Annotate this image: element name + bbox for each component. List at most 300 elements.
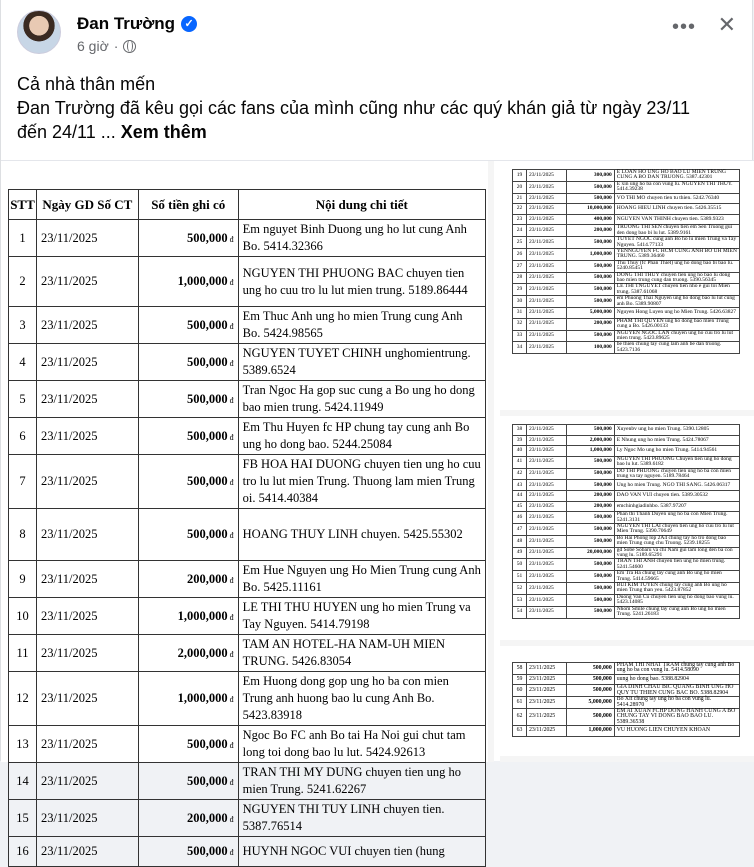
table-cell-stt: 10 bbox=[9, 598, 37, 635]
table-cell-det: uung ho dong bao. 5388.82904 bbox=[614, 674, 739, 685]
table-cell-date: 23/11/2025 bbox=[526, 260, 566, 272]
table-cell-amt: 1,000,000 bbox=[566, 446, 614, 457]
table-cell-det: Ung ho mien Trung. NGO THI SANG. 5426.06317 bbox=[614, 480, 739, 491]
table-header-cell: Số tiền ghi có bbox=[138, 190, 238, 220]
table-row bbox=[513, 547, 740, 559]
table-cell-date: 23/11/2025 bbox=[526, 594, 566, 606]
table-cell-det: DONG THI THUY chuyen tien ung ho bao lu dong bao mien trung cung dan truong. 5390.56345 bbox=[614, 272, 739, 284]
table-cell-stt: 59 bbox=[513, 674, 527, 685]
table-cell-amt: 500,000 bbox=[566, 571, 614, 583]
table-row bbox=[513, 524, 740, 536]
table-cell-date: 23/11/2025 bbox=[526, 674, 566, 685]
table-cell-date: 23/11/2025 bbox=[36, 307, 138, 344]
table-cell-date: 23/11/2025 bbox=[526, 225, 566, 237]
meta-separator: · bbox=[113, 38, 119, 54]
table-cell-det: Duong Van Cu chuyen tien ung ho dong bao vung lu. 5423.14085 bbox=[614, 594, 739, 606]
statement-table-3 bbox=[512, 424, 740, 619]
table-cell-stt: 9 bbox=[9, 561, 37, 598]
avatar[interactable] bbox=[17, 10, 61, 54]
table-row bbox=[513, 594, 740, 606]
table-cell-date: 23/11/2025 bbox=[526, 571, 566, 583]
table-row bbox=[9, 726, 486, 763]
photo-statement-3[interactable] bbox=[500, 416, 754, 646]
table-row bbox=[9, 672, 486, 726]
author-row bbox=[77, 14, 197, 34]
table-cell-det: BUI KIM TUYEN chung tay cung anh Bo ung ho mien Trung than yeu. 5423.87852 bbox=[614, 583, 739, 595]
table-cell-date: 23/11/2025 bbox=[36, 726, 138, 763]
table-cell-stt: 25 bbox=[513, 237, 527, 249]
table-header-cell: Nội dung chi tiết bbox=[238, 190, 485, 220]
table-cell-amt: 20,000,000 bbox=[566, 547, 614, 559]
table-cell-det: Em Tra Ha chung tay cung anh Bo ung ho mien Trung. 5414.59665 bbox=[614, 571, 739, 583]
table-cell-stt: 43 bbox=[513, 480, 527, 491]
table-cell-det: GIA DINH CHAU BIC QUANG BINH UNG HO QUY TU THIEN CUNG BAC BO. 5388.82904 bbox=[614, 685, 739, 697]
table-cell-date: 23/11/2025 bbox=[526, 214, 566, 225]
table-cell-det: Nguyen Hong Luyen ung ho Mien Trung. 5426.63827 bbox=[614, 308, 739, 319]
table-cell-stt: 33 bbox=[513, 330, 527, 342]
table-row bbox=[513, 272, 740, 284]
table-cell-date: 23/11/2025 bbox=[526, 318, 566, 330]
table-cell-date: 23/11/2025 bbox=[526, 425, 566, 436]
table-row bbox=[513, 193, 740, 204]
table-row bbox=[513, 606, 740, 618]
table-row bbox=[513, 237, 740, 249]
table-cell-stt: 15 bbox=[9, 800, 37, 837]
table-cell-stt: 51 bbox=[513, 571, 527, 583]
table-cell-det: LE THI THU HUYEN ung ho mien Trung va Tay Nguyen. 5414.79198 bbox=[238, 598, 485, 635]
table-cell-det: YENNGUYEN FC HCM CUNG ANH BO UH MIEN TRUNG. 5389.36460 bbox=[614, 249, 739, 261]
table-cell-stt: 41 bbox=[513, 456, 527, 468]
table-cell-date: 23/11/2025 bbox=[526, 491, 566, 502]
table-cell-amt: 500,000 bbox=[566, 330, 614, 342]
table-cell-date: 23/11/2025 bbox=[526, 583, 566, 595]
table-cell-stt: 39 bbox=[513, 435, 527, 446]
table-cell-det: Ngoc Bo FC anh Bo tai Ha Noi gui chut tam long toi dong bao lu lut. 5424.92613 bbox=[238, 726, 485, 763]
table-row bbox=[9, 509, 486, 561]
table-row bbox=[513, 571, 740, 583]
table-cell-date: 23/11/2025 bbox=[526, 446, 566, 457]
table-cell-stt: 19 bbox=[513, 170, 527, 182]
table-cell-stt: 12 bbox=[9, 672, 37, 726]
table-cell-det: PHAM THI QUYEN ung ho dong bao mien Trung cung a Bo. 5426.00133 bbox=[614, 318, 739, 330]
table-cell-amt: 1,000,000 đ bbox=[138, 672, 238, 726]
table-cell-date: 23/11/2025 bbox=[36, 672, 138, 726]
table-cell-date: 23/11/2025 bbox=[526, 697, 566, 709]
table-cell-amt: 500,000 bbox=[566, 606, 614, 618]
table-row bbox=[513, 512, 740, 524]
table-cell-date: 23/11/2025 bbox=[526, 726, 566, 737]
table-cell-amt: 500,000 đ bbox=[138, 455, 238, 509]
table-cell-date: 23/11/2025 bbox=[526, 296, 566, 308]
table-cell-date: 23/11/2025 bbox=[526, 193, 566, 204]
more-icon[interactable]: ••• bbox=[671, 16, 696, 38]
table-cell-amt: 400,000 bbox=[566, 214, 614, 225]
table-row bbox=[513, 425, 740, 436]
post-time[interactable]: 6 giờ bbox=[77, 38, 109, 54]
table-cell-det: NGUYEN THI TUY LINH chuyen tien. 5387.76514 bbox=[238, 800, 485, 837]
table-cell-amt: 1,000,000 đ bbox=[138, 257, 238, 307]
table-cell-date: 23/11/2025 bbox=[526, 249, 566, 261]
table-row bbox=[513, 446, 740, 457]
table-row bbox=[513, 296, 740, 308]
table-cell-date: 23/11/2025 bbox=[36, 509, 138, 561]
table-cell-det: HOANG HIEU LINH chuyen tien. 5426.35515 bbox=[614, 204, 739, 215]
table-cell-stt: 38 bbox=[513, 425, 527, 436]
table-row bbox=[9, 418, 486, 455]
table-cell-stt: 1 bbox=[9, 220, 37, 257]
table-cell-det: Em nguyet Binh Duong ung ho lut cung Anh Bo. 5414.32366 bbox=[238, 220, 485, 257]
table-cell-date: 23/11/2025 bbox=[36, 418, 138, 455]
statement-table-2 bbox=[512, 169, 740, 354]
table-cell-amt: 2,000,000 bbox=[566, 435, 614, 446]
table-cell-stt: 49 bbox=[513, 547, 527, 559]
table-cell-date: 23/11/2025 bbox=[526, 501, 566, 512]
table-cell-amt: 500,000 đ bbox=[138, 220, 238, 257]
table-cell-amt: 500,000 bbox=[566, 512, 614, 524]
table-cell-stt: 22 bbox=[513, 204, 527, 215]
table-cell-det: LE THI TNGUYET chuyen tien nho e gui toi Mien trung. 5387.61068 bbox=[614, 284, 739, 296]
table-cell-det: HOANG THUY LINH chuyen. 5425.55302 bbox=[238, 509, 485, 561]
table-cell-det: NGUYEN THI PHUONG BAC chuyen tien ung ho cuu tro lu lut mien trung. 5189.86444 bbox=[238, 257, 485, 307]
table-cell-amt: 500,000 đ bbox=[138, 418, 238, 455]
table-cell-date: 23/11/2025 bbox=[526, 272, 566, 284]
table-row bbox=[513, 685, 740, 697]
table-cell-amt: 200,000 đ bbox=[138, 800, 238, 837]
table-row bbox=[513, 170, 740, 182]
table-cell-det: TRAN THI ANH chuyen tien ung ho mien trung. 5241.54600 bbox=[614, 559, 739, 571]
table-cell-date: 23/11/2025 bbox=[36, 257, 138, 307]
table-cell-amt: 1,000,000 đ bbox=[138, 598, 238, 635]
table-cell-amt: 500,000 bbox=[566, 535, 614, 547]
table-row bbox=[9, 381, 486, 418]
table-cell-det: VO THI MO chuyen tien tu thien. 5242.76340 bbox=[614, 193, 739, 204]
table-row bbox=[513, 697, 740, 709]
table-cell-stt: 26 bbox=[513, 249, 527, 261]
table-cell-det: NGUYEN TUYET CHINH unghomientrung. 5389.6524 bbox=[238, 344, 485, 381]
table-cell-stt: 4 bbox=[9, 344, 37, 381]
table-cell-stt: 8 bbox=[9, 509, 37, 561]
table-cell-det: em Phuong Thai Nguyen ung ho dong bao lu lut cung anh Bo. 5389.90807 bbox=[614, 296, 739, 308]
table-cell-det: FB HOA HAI DUONG chuyen tien ung ho cuu tro lu lut mien Trung. Thuong lam mien Trung oi. 5414.40384 bbox=[238, 455, 485, 509]
table-cell-amt: 500,000 bbox=[566, 181, 614, 193]
table-cell-det: E Nhung ung ho mien Trung. 5424.78067 bbox=[614, 435, 739, 446]
table-cell-det: Nhom Smile chung tay cung anh Bo ung ho mien Trung. 5241.26183 bbox=[614, 606, 739, 618]
table-cell-date: 23/11/2025 bbox=[526, 685, 566, 697]
table-cell-det: TAM AN HOTEL-HA NAM-UH MIEN TRUNG. 5426.83054 bbox=[238, 635, 485, 672]
table-cell-stt: 24 bbox=[513, 225, 527, 237]
table-cell-det: Ly Ngoc Mo ung ho mien Trung. 5414.94561 bbox=[614, 446, 739, 457]
table-cell-amt: 500,000 bbox=[566, 583, 614, 595]
table-cell-stt: 61 bbox=[513, 697, 527, 709]
table-cell-det: DO THI PHUONG chuyen tien ung ho ba con mien trung va tay nguyen. 5189.78464 bbox=[614, 468, 739, 480]
table-row bbox=[513, 204, 740, 215]
table-cell-amt: 500,000 bbox=[566, 272, 614, 284]
table-cell-stt: 3 bbox=[9, 307, 37, 344]
table-cell-amt: 500,000 đ bbox=[138, 726, 238, 763]
table-row bbox=[513, 318, 740, 330]
table-cell-date: 23/11/2025 bbox=[36, 763, 138, 800]
table-cell-amt: 500,000 bbox=[566, 456, 614, 468]
table-row bbox=[9, 635, 486, 672]
table-cell-date: 23/11/2025 bbox=[526, 547, 566, 559]
table-cell-amt: 500,000 bbox=[566, 685, 614, 697]
close-icon[interactable]: ✕ bbox=[717, 12, 736, 37]
post-line-3-text: đến 24/11 ... bbox=[17, 122, 116, 142]
table-cell-stt: 62 bbox=[513, 709, 527, 726]
table-cell-det: NGUYEN THI LAI chuyen tien ung ho cuu tro lu lut Mien Trung. 5390.70649 bbox=[614, 524, 739, 536]
table-cell-stt: 23 bbox=[513, 214, 527, 225]
table-cell-det: Xuyenbv ung ho mien Trung. 5390.12805 bbox=[614, 425, 739, 436]
table-cell-stt: 50 bbox=[513, 559, 527, 571]
table-cell-date: 23/11/2025 bbox=[526, 663, 566, 675]
table-cell-det: TUYET NGOC cung anh Bo ho lu mien Trung va Tay Nguyen. 5414.77133 bbox=[614, 237, 739, 249]
table-cell-amt: 200,000 bbox=[566, 501, 614, 512]
table-cell-stt: 48 bbox=[513, 535, 527, 547]
table-cell-stt: 42 bbox=[513, 468, 527, 480]
table-cell-amt: 500,000 bbox=[566, 524, 614, 536]
table-cell-amt: 500,000 bbox=[566, 237, 614, 249]
table-cell-det: be thien chung tay cung lam anh be dan truong. 5423.7136 bbox=[614, 342, 739, 354]
table-cell-stt: 40 bbox=[513, 446, 527, 457]
table-row bbox=[513, 535, 740, 547]
statement-table-4 bbox=[512, 662, 740, 737]
table-cell-stt: 31 bbox=[513, 308, 527, 319]
table-cell-stt: 52 bbox=[513, 583, 527, 595]
table-cell-stt: 58 bbox=[513, 663, 527, 675]
table-row bbox=[513, 468, 740, 480]
table-row bbox=[9, 598, 486, 635]
table-cell-date: 23/11/2025 bbox=[36, 455, 138, 509]
table-row bbox=[9, 344, 486, 381]
table-cell-amt: 500,000 bbox=[566, 468, 614, 480]
table-cell-date: 23/11/2025 bbox=[526, 204, 566, 215]
table-cell-stt: 46 bbox=[513, 512, 527, 524]
table-cell-date: 23/11/2025 bbox=[36, 635, 138, 672]
table-cell-date: 23/11/2025 bbox=[526, 456, 566, 468]
table-cell-amt: 500,000 bbox=[566, 260, 614, 272]
photo-statement-main[interactable] bbox=[1, 161, 494, 858]
table-cell-stt: 7 bbox=[9, 455, 37, 509]
table-row bbox=[9, 455, 486, 509]
table-cell-det: Em Thuc Anh ung ho mien Trung cung Anh Bo. 5424.98565 bbox=[238, 307, 485, 344]
table-row bbox=[513, 501, 740, 512]
table-cell-amt: 500,000 bbox=[566, 674, 614, 685]
table-cell-stt: 29 bbox=[513, 284, 527, 296]
table-cell-stt: 14 bbox=[9, 763, 37, 800]
table-cell-date: 23/11/2025 bbox=[36, 837, 138, 867]
table-cell-det: TRUONG THI SEN chuyen tien em Sen Truong gui den dong bao bi lu lut. 5389.9161 bbox=[614, 225, 739, 237]
table-cell-det: Em Thu Huyen fc HP chung tay cung anh Bo ung ho dong bao. 5244.25084 bbox=[238, 418, 485, 455]
table-cell-amt: 5,000,000 bbox=[566, 308, 614, 319]
table-cell-amt: 100,000 bbox=[566, 342, 614, 354]
table-row bbox=[513, 308, 740, 319]
table-cell-stt: 34 bbox=[513, 342, 527, 354]
table-cell-det: gd Sobe Sobaru va chi Nam gui tam long den ba con vung lu. 5189.65291 bbox=[614, 547, 739, 559]
table-cell-stt: 5 bbox=[9, 381, 37, 418]
table-cell-date: 23/11/2025 bbox=[526, 342, 566, 354]
table-cell-amt: 500,000 đ bbox=[138, 837, 238, 867]
author-name[interactable]: Đan Trường bbox=[77, 14, 176, 33]
table-cell-date: 23/11/2025 bbox=[526, 330, 566, 342]
post-meta bbox=[77, 38, 136, 54]
table-cell-stt: 21 bbox=[513, 193, 527, 204]
table-cell-stt: 32 bbox=[513, 318, 527, 330]
table-row bbox=[513, 249, 740, 261]
table-cell-date: 23/11/2025 bbox=[526, 606, 566, 618]
table-cell-stt: 54 bbox=[513, 606, 527, 618]
table-row bbox=[513, 435, 740, 446]
table-cell-date: 23/11/2025 bbox=[526, 308, 566, 319]
table-cell-amt: 500,000 bbox=[566, 663, 614, 675]
table-cell-amt: 500,000 bbox=[566, 425, 614, 436]
table-cell-date: 23/11/2025 bbox=[526, 468, 566, 480]
table-cell-amt: 1,000,000 bbox=[566, 249, 614, 261]
table-row bbox=[513, 663, 740, 675]
table-cell-amt: 10,000,000 bbox=[566, 204, 614, 215]
table-row bbox=[513, 559, 740, 571]
table-row bbox=[513, 342, 740, 354]
table-row bbox=[513, 709, 740, 726]
post-line-2: Đan Trường đã kêu gọi các fans của mình cũng như các quý khán giả từ ngày 23/11 bbox=[17, 98, 691, 118]
table-cell-stt: 27 bbox=[513, 260, 527, 272]
table-cell-date: 23/11/2025 bbox=[36, 381, 138, 418]
table-cell-stt: 45 bbox=[513, 501, 527, 512]
photo-statement-2[interactable] bbox=[500, 161, 754, 416]
table-cell-date: 23/11/2025 bbox=[526, 709, 566, 726]
table-cell-date: 23/11/2025 bbox=[526, 480, 566, 491]
table-cell-det: Bo Hai Phong lop 2A4 chung tay ho tro dong bao mien Trung cung chu Truong. 5239.18255 bbox=[614, 535, 739, 547]
table-cell-amt: 500,000 đ bbox=[138, 763, 238, 800]
table-row bbox=[513, 491, 740, 502]
table-cell-date: 23/11/2025 bbox=[526, 524, 566, 536]
table-header-cell: Ngày GD Số CT bbox=[36, 190, 138, 220]
table-cell-amt: 500,000 bbox=[566, 594, 614, 606]
table-cell-amt: 2,000,000 đ bbox=[138, 635, 238, 672]
table-cell-amt: 200,000 bbox=[566, 318, 614, 330]
statement-table-main bbox=[8, 189, 486, 867]
table-header-cell: STT bbox=[9, 190, 37, 220]
table-row bbox=[9, 837, 486, 867]
table-header-row bbox=[9, 190, 486, 220]
table-row bbox=[513, 583, 740, 595]
table-cell-stt: 53 bbox=[513, 594, 527, 606]
post-line-1: Cả nhà thân mến bbox=[17, 74, 156, 94]
table-cell-stt: 60 bbox=[513, 685, 527, 697]
table-cell-amt: 500,000 đ bbox=[138, 381, 238, 418]
table-row bbox=[513, 214, 740, 225]
table-cell-stt: 44 bbox=[513, 491, 527, 502]
table-cell-det: PHAM THI NHAT TRAM chung tay cung anh Bo ung ho ba con vung lu. 5414.58090 bbox=[614, 663, 739, 675]
table-cell-det: emchinhgiadinhbo. 5387.97207 bbox=[614, 501, 739, 512]
table-cell-amt: 500,000 đ bbox=[138, 344, 238, 381]
table-cell-stt: 2 bbox=[9, 257, 37, 307]
post-header bbox=[17, 10, 736, 60]
table-row bbox=[513, 225, 740, 237]
table-cell-amt: 200,000 đ bbox=[138, 561, 238, 598]
table-row bbox=[513, 284, 740, 296]
table-row bbox=[9, 307, 486, 344]
table-cell-date: 23/11/2025 bbox=[526, 559, 566, 571]
table-cell-date: 23/11/2025 bbox=[36, 598, 138, 635]
table-cell-date: 23/11/2025 bbox=[526, 284, 566, 296]
post-media bbox=[1, 160, 754, 858]
table-cell-date: 23/11/2025 bbox=[36, 561, 138, 598]
post-text bbox=[17, 72, 736, 144]
table-cell-amt: 1,000,000 bbox=[566, 726, 614, 737]
table-cell-stt: 6 bbox=[9, 418, 37, 455]
globe-icon bbox=[123, 40, 136, 53]
table-cell-amt: 200,000 bbox=[566, 491, 614, 502]
table-cell-stt: 20 bbox=[513, 181, 527, 193]
table-row bbox=[513, 456, 740, 468]
table-row bbox=[513, 330, 740, 342]
table-row bbox=[513, 726, 740, 737]
table-cell-stt: 11 bbox=[9, 635, 37, 672]
table-cell-stt: 13 bbox=[9, 726, 37, 763]
table-cell-amt: 5,000,000 bbox=[566, 697, 614, 709]
table-cell-det: HUYNH NGOC VUI chuyen tien (hung bbox=[238, 837, 485, 867]
table-cell-date: 23/11/2025 bbox=[526, 170, 566, 182]
table-cell-amt: 500,000 bbox=[566, 709, 614, 726]
table-cell-amt: 500,000 đ bbox=[138, 509, 238, 561]
table-cell-date: 23/11/2025 bbox=[526, 181, 566, 193]
table-cell-amt: 300,000 bbox=[566, 170, 614, 182]
table-row bbox=[9, 561, 486, 598]
table-cell-date: 23/11/2025 bbox=[36, 220, 138, 257]
table-cell-det: Tran Ngoc Ha gop suc cung a Bo ung ho dong bao mien trung. 5424.11949 bbox=[238, 381, 485, 418]
table-cell-stt: 30 bbox=[513, 296, 527, 308]
table-cell-det: VU HUONG LIEN CHUYEN KHOAN bbox=[614, 726, 739, 737]
post-line-3 bbox=[17, 120, 736, 144]
table-cell-det: E xin ung ho ba con vung lu. NGUYEN THI THUY. 5414.39238 bbox=[614, 181, 739, 193]
table-cell-stt: 16 bbox=[9, 837, 37, 867]
table-cell-det: E LOAN HO UNG HO BAO LU MIEN TRUNG CUNG A BO DAN TRUONG. 5387.42301 bbox=[614, 170, 739, 182]
table-row bbox=[9, 800, 486, 837]
table-row bbox=[9, 257, 486, 307]
table-cell-amt: 500,000 bbox=[566, 193, 614, 204]
table-cell-det: DAO VAN VUI chuyen tien. 5389.30532 bbox=[614, 491, 739, 502]
table-cell-date: 23/11/2025 bbox=[36, 800, 138, 837]
table-cell-date: 23/11/2025 bbox=[36, 344, 138, 381]
see-more-link[interactable]: Xem thêm bbox=[120, 122, 207, 142]
photo-statement-4[interactable] bbox=[500, 646, 754, 762]
table-row bbox=[9, 763, 486, 800]
table-cell-date: 23/11/2025 bbox=[526, 535, 566, 547]
table-cell-date: 23/11/2025 bbox=[526, 237, 566, 249]
table-row bbox=[513, 480, 740, 491]
table-cell-det: Phan thi Thanh Duyen ung ho ba con Mien Trung. 5241.3131 bbox=[614, 512, 739, 524]
table-cell-det: Thu Thuy (fc Phan Thiet) ung ho dong bao bi bao lu. 5240.85451 bbox=[614, 260, 739, 272]
table-row bbox=[9, 220, 486, 257]
table-cell-amt: 200,000 bbox=[566, 225, 614, 237]
table-cell-date: 23/11/2025 bbox=[526, 435, 566, 446]
table-cell-stt: 28 bbox=[513, 272, 527, 284]
table-cell-amt: 500,000 bbox=[566, 296, 614, 308]
table-row bbox=[513, 181, 740, 193]
table-row bbox=[513, 260, 740, 272]
table-cell-det: NGUYEN VAN THINH chuyen tien. 5389.9323 bbox=[614, 214, 739, 225]
table-cell-det: TRAN THI MY DUNG chuyen tien ung ho mien Trung. 5241.62267 bbox=[238, 763, 485, 800]
table-cell-amt: 500,000 bbox=[566, 284, 614, 296]
table-cell-stt: 47 bbox=[513, 524, 527, 536]
table-cell-det: Em Huong dong gop ung ho ba con mien Trung anh huong bao lu cung Anh Bo. 5423.83918 bbox=[238, 672, 485, 726]
table-cell-det: Em Hue Nguyen ung Ho Mien Trung cung Anh Bo. 5425.11161 bbox=[238, 561, 485, 598]
table-cell-det: EM AI XUAN FCHP DONG HANH CUNG A BO CHUNG TAY VI DONG BAO BAO LU. 5389.36538 bbox=[614, 709, 739, 726]
table-cell-det: Bo Xit chung tay ung ho ba con vung lu. 5414.28970 bbox=[614, 697, 739, 709]
table-cell-det: NGUYEN THI PHUONG Chuyen tien ung ho dong bao lu lut. 5389.6182 bbox=[614, 456, 739, 468]
table-cell-amt: 500,000 bbox=[566, 480, 614, 491]
table-cell-det: NGUYEN NGOC LAN chuyen ung ho cuu tro lu lut mien trung. 5423.89625 bbox=[614, 330, 739, 342]
